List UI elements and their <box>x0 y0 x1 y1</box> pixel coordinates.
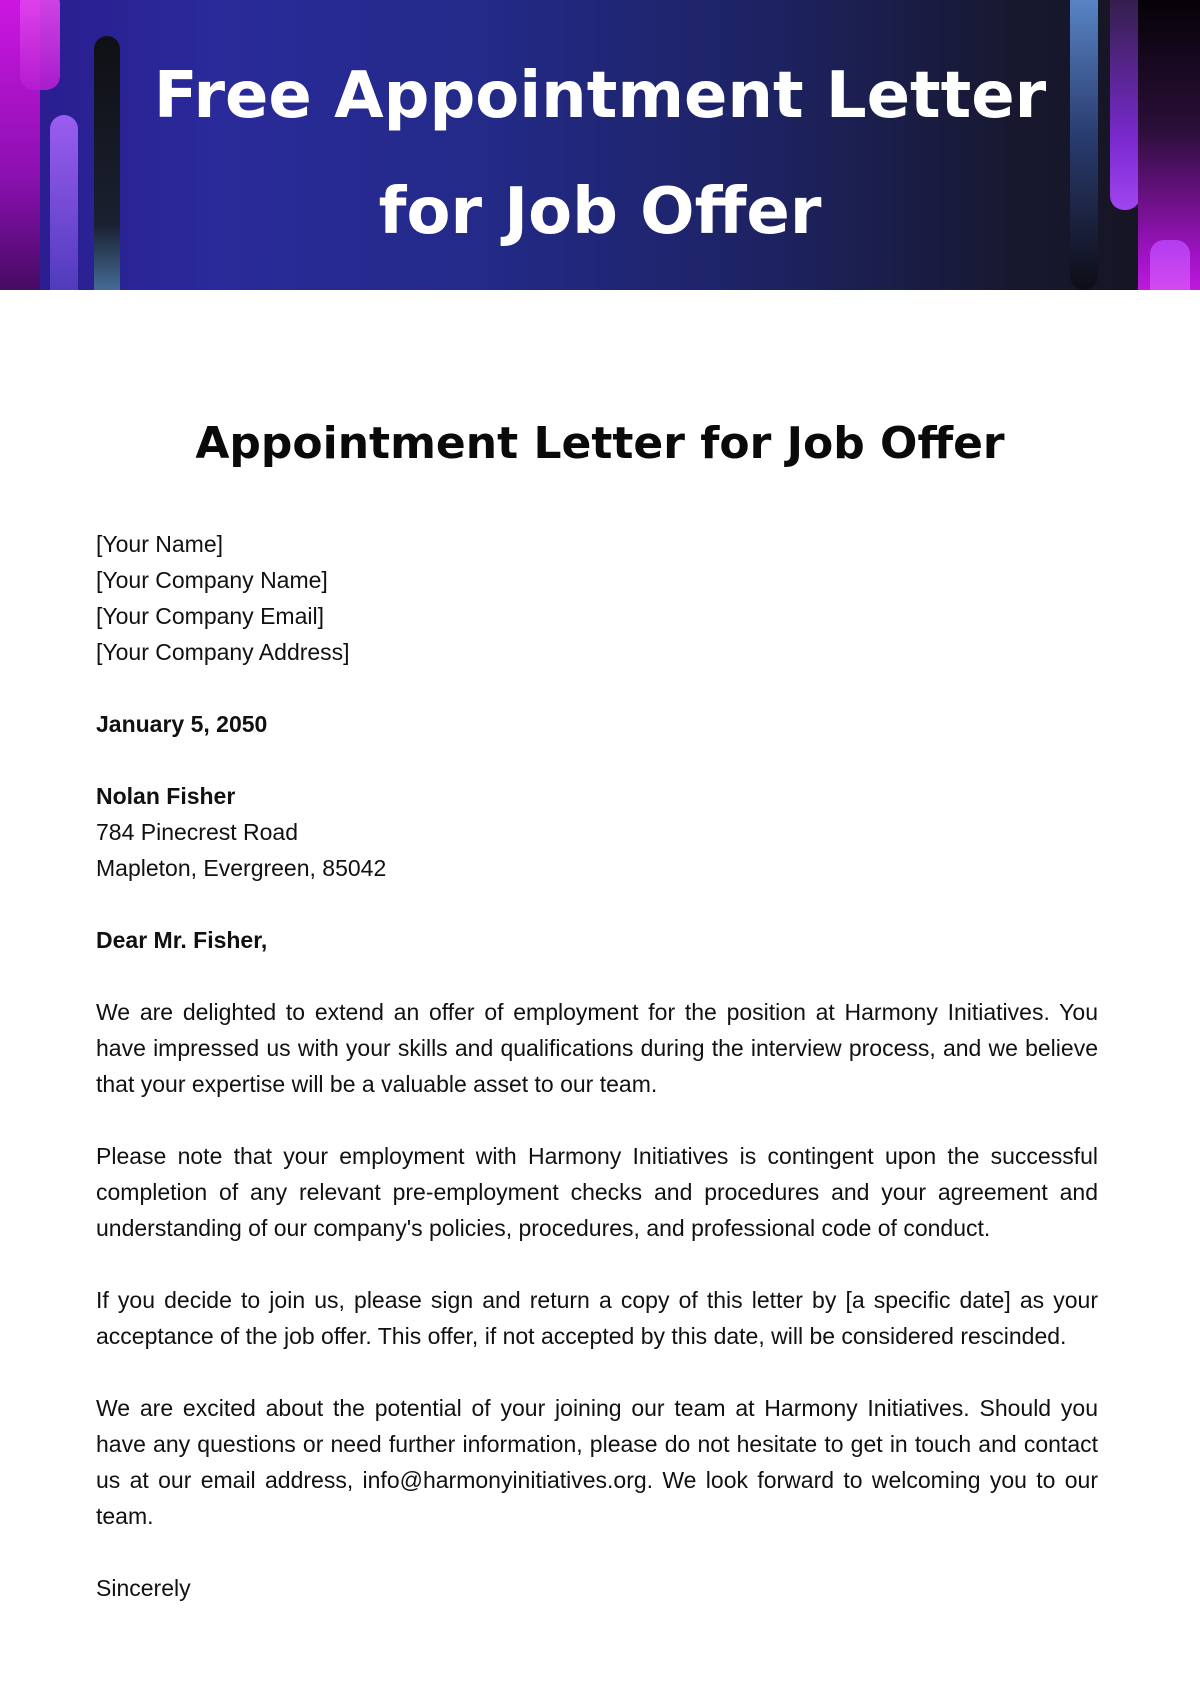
sender-address: [Your Company Address] <box>96 639 350 665</box>
banner-title-line-1: Free Appointment Letter <box>153 59 1047 133</box>
body-paragraph: Please note that your employment with Harmony Initiatives is contingent upon the successful completion of any relevant pre-employment checks and procedures and your agreement and understanding of our company's policies, procedures, and professional code of conduct. <box>96 1143 1098 1241</box>
banner-title <box>0 38 1200 270</box>
letter-title: Appointment Letter for Job Offer <box>195 418 1005 469</box>
recipient-name: Nolan Fisher <box>96 783 236 809</box>
recipient-block <box>96 778 1098 886</box>
letter-body <box>96 400 1098 1606</box>
body-paragraph: We are delighted to extend an offer of employment for the position at Harmony Initiatives. You have impressed us with your skills and qualifications during the interview process, and we believe that your expertise will be a valuable asset to our team. <box>96 999 1098 1097</box>
recipient-address-line-2: Mapleton, Evergreen, 85042 <box>96 855 387 881</box>
body-paragraph: If you decide to join us, please sign and return a copy of this letter by [a specific date] as your acceptance of the job offer. This offer, if not accepted by this date, will be considered rescinded. <box>96 1287 1098 1349</box>
recipient-address-line-1: 784 Pinecrest Road <box>96 819 299 845</box>
header-banner <box>0 0 1200 290</box>
sender-name: [Your Name] <box>96 531 223 557</box>
body-paragraph: We are excited about the potential of your joining our team at Harmony Initiatives. Should you have any questions or need further information, please do not hesitate to get in touch and contact us at our email address, info@harmonyinitiatives.org. We look forward to welcoming you to our team. <box>96 1395 1098 1529</box>
sender-email: [Your Company Email] <box>96 603 324 629</box>
closing: Sincerely <box>96 1575 191 1601</box>
sender-block <box>96 526 1098 670</box>
banner-title-line-2: for Job Offer <box>378 175 822 249</box>
salutation: Dear Mr. Fisher, <box>96 927 268 953</box>
letter-date: January 5, 2050 <box>96 711 268 737</box>
sender-company: [Your Company Name] <box>96 567 328 593</box>
